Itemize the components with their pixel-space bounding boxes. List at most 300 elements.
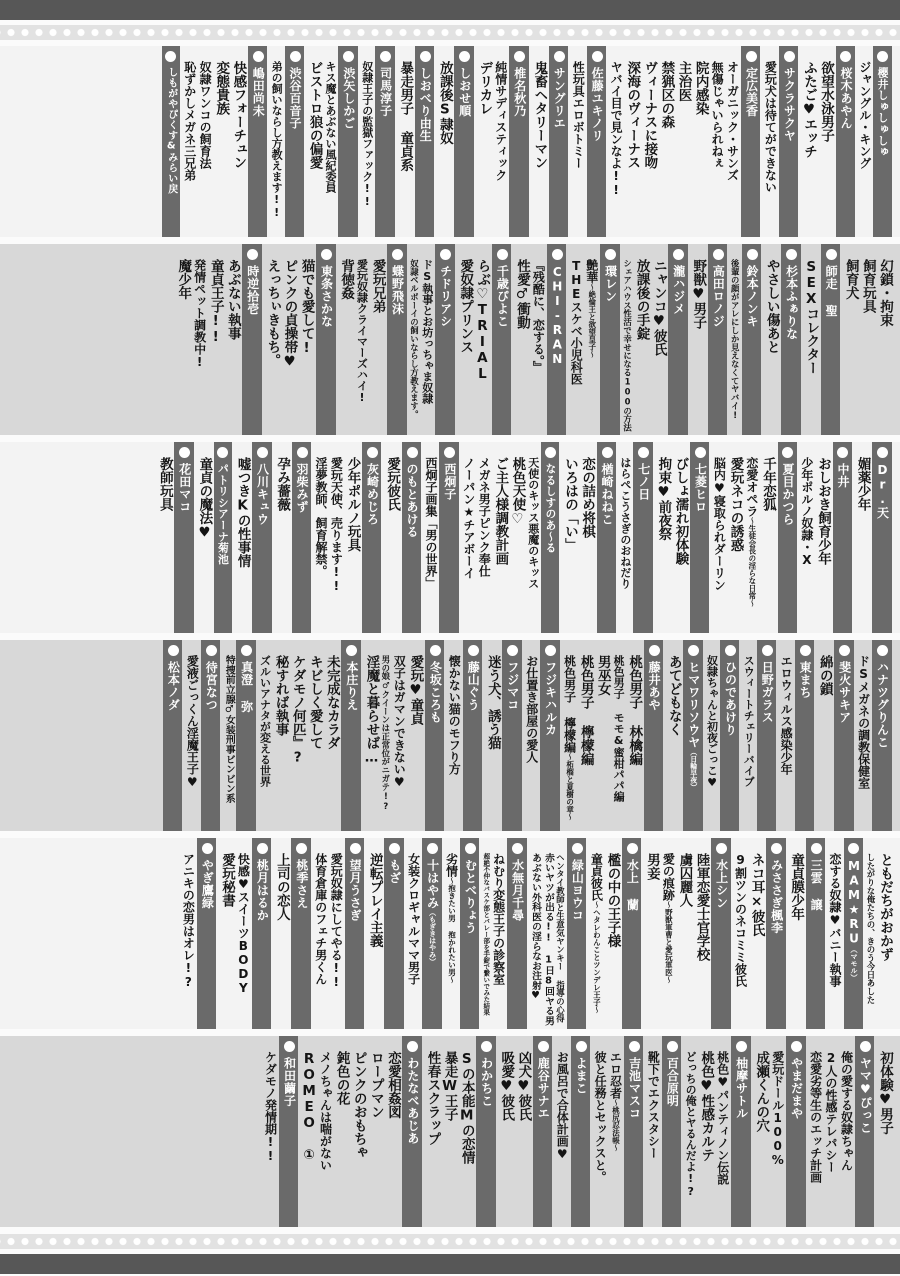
title-label — [324, 46, 336, 237]
author-label — [248, 46, 267, 237]
title-text: 特捜前立腺♂女装刑事ビンビン系 — [223, 655, 235, 804]
title-label — [384, 442, 399, 633]
title-label — [258, 640, 270, 831]
title-label — [715, 1036, 728, 1227]
author-label — [162, 46, 180, 237]
author-label — [683, 640, 702, 831]
title-label — [799, 442, 812, 633]
author-name-text: 楢崎ねねこ — [600, 463, 615, 526]
title-text: ロープマン — [367, 1051, 384, 1119]
title-text: 逆転プレイ主義 — [366, 853, 383, 948]
bullet-circle-icon — [514, 51, 525, 62]
author-label — [806, 838, 825, 1029]
title-text: 艶華 — [584, 259, 599, 283]
author-name-text: 西炯子 — [442, 463, 457, 501]
bullet-circle-icon — [784, 51, 795, 62]
title-text: メガネ男子ピンク奉仕 — [477, 457, 492, 577]
bullet-circle-icon — [538, 1041, 549, 1052]
title-text: 桃色男子 檸檬編 — [562, 655, 577, 753]
author-name-text: 椎名秋乃 — [512, 67, 527, 117]
title-text: 愛玩秘書 — [218, 853, 235, 907]
title-label — [274, 442, 289, 633]
title-text: 淫魔と暮らせば… — [363, 655, 380, 766]
title-label — [877, 838, 892, 1029]
author-label — [375, 46, 394, 237]
author-label — [547, 244, 566, 435]
title-text: 暴走男子 童貞系 — [397, 61, 414, 172]
title-label — [491, 838, 504, 1029]
title-label — [236, 838, 249, 1029]
title-text: 放課後S隷奴 — [436, 61, 453, 145]
author-label — [402, 1036, 421, 1227]
author-name-text: 冬坂ころも — [428, 661, 443, 724]
author-label — [291, 838, 310, 1029]
author-name-text: 八川キュウ — [255, 463, 270, 526]
title-label — [344, 442, 359, 633]
title-text: ニャンコ♥彼氏 — [650, 259, 667, 356]
title-text: どっちの俺とヤるんだよ!? — [684, 1051, 698, 1198]
title-text: 虜囚麗人 — [676, 853, 693, 907]
title-label — [474, 244, 489, 435]
bullet-circle-icon — [444, 447, 455, 458]
title-text: 桃色天使♡ — [509, 457, 526, 527]
author-label — [833, 442, 852, 633]
bullet-circle-icon — [649, 645, 660, 656]
title-text: 千年恋狐 — [760, 457, 777, 511]
title-label — [175, 244, 190, 435]
title-text: 懐かない猫のモフり方 — [447, 655, 462, 775]
title-label — [744, 442, 757, 633]
title-text: 猫でも愛して! — [298, 259, 315, 356]
author-name-text: 水上 蘭 — [625, 859, 640, 911]
author-name-text: 七ノ日 — [636, 463, 651, 501]
title-label — [196, 442, 211, 633]
author-label — [425, 640, 444, 831]
author-name-text: わたなべあじあ — [405, 1057, 420, 1145]
title-label — [626, 640, 641, 831]
title-label — [270, 46, 282, 237]
author-name-text: 水無月千尋 — [510, 859, 525, 922]
author-name-text: 吉池マスコ — [627, 1057, 642, 1120]
title-text: 孕み薔薇 — [274, 457, 291, 511]
title-label — [367, 838, 382, 1029]
title-text: ヴィーナスに接吻 — [641, 61, 658, 169]
title-text: 桃色男子 モモ&蜜柑パパ編 — [612, 655, 626, 802]
bullet-circle-icon — [440, 249, 451, 260]
index-row-5 — [0, 838, 900, 1029]
author-label — [624, 1036, 643, 1227]
title-text: びしょ濡れ初体験 — [672, 457, 689, 565]
title-text: 彼と任務とセックスと。 — [593, 1051, 608, 1183]
bullet-circle-icon — [638, 447, 649, 458]
author-label — [571, 1036, 590, 1227]
author-name-text: 高田ロノジ — [711, 265, 726, 328]
author-name-text: 千歳ぴよこ — [495, 265, 510, 328]
title-text: 2人の性感テレパシー — [824, 1051, 839, 1173]
author-label — [541, 442, 559, 633]
author-label — [387, 244, 406, 435]
bullet-circle-icon — [290, 51, 301, 62]
title-text: 変態貴族 — [213, 61, 230, 115]
title-subtext: 〜野獣軍曹と愛玩軍医〜 — [664, 901, 674, 984]
title-label — [493, 46, 506, 237]
title-text: 院内感染 — [692, 61, 709, 115]
title-text: 天使のキッス悪魔のキッス — [526, 457, 540, 589]
title-text: ヘンタイ教師と生意気ヤンキー 指導の心得 — [555, 853, 566, 1023]
author-label — [338, 46, 357, 237]
title-text: メノちゃんは喘がない — [318, 1051, 333, 1171]
author-label — [836, 46, 855, 237]
author-name-text: 羽柴みず — [295, 463, 310, 513]
title-text: ねむり変態王子の診察室 — [491, 853, 506, 985]
top-border-bar — [0, 0, 900, 20]
title-label — [420, 244, 432, 435]
author-label — [292, 442, 311, 633]
author-name-text: フジマコ — [505, 661, 520, 711]
title-label — [441, 1036, 456, 1227]
title-text: 愛玩ネコの誘惑 — [727, 457, 744, 552]
title-text: あてどもなく — [665, 655, 682, 736]
title-label — [457, 244, 472, 435]
bullet-circle-icon — [627, 843, 638, 854]
title-label — [182, 46, 195, 237]
author-name-text: ハナツグりんこ — [875, 661, 890, 749]
title-subtext: 〜ヘタレわんことツンデレ王子〜 — [592, 901, 602, 1014]
author-label — [567, 838, 586, 1029]
title-label — [514, 244, 529, 435]
bullet-circle-icon — [343, 51, 354, 62]
top-dotted-divider — [0, 25, 900, 40]
bullet-circle-icon — [747, 249, 758, 260]
author-label — [622, 838, 641, 1029]
title-label — [392, 640, 405, 831]
title-label — [313, 838, 326, 1029]
title-label — [698, 1036, 713, 1227]
title-label — [877, 1036, 892, 1227]
title-text: ピンクのおもちゃ — [350, 1051, 367, 1159]
author-name-text: 和田繭子 — [282, 1057, 297, 1107]
title-label — [198, 46, 211, 237]
title-label — [562, 442, 577, 633]
title-label — [753, 1036, 768, 1227]
bullet-circle-icon — [592, 51, 603, 62]
title-label — [634, 244, 649, 435]
author-label — [778, 442, 797, 633]
title-label — [301, 1036, 316, 1227]
author-label — [439, 442, 458, 633]
title-label — [368, 1036, 383, 1227]
title-label — [578, 640, 593, 831]
author-name-text: 夏目かつら — [780, 463, 795, 526]
title-text: 欲望水泳男子 — [818, 61, 835, 142]
title-label — [690, 244, 705, 435]
title-label — [307, 640, 322, 831]
title-text: 赤いヤツが出る!! 1日8回ヤる男 — [543, 853, 555, 1026]
title-text: 恋愛相姦図 — [384, 1051, 401, 1119]
bullet-circle-icon — [877, 645, 888, 656]
title-text: 性玩具エロボトミー — [571, 61, 586, 169]
title-text: 吸愛♥彼氏 — [498, 1051, 515, 1121]
title-label — [839, 1036, 852, 1227]
bullet-circle-icon — [877, 51, 888, 62]
author-name-text: 待宮なつ — [204, 661, 219, 711]
title-text: おしおき飼育少年 — [815, 457, 832, 565]
title-text: ROMEO ① — [301, 1051, 318, 1163]
title-text: 童貞の魔法♥ — [196, 457, 213, 541]
bullet-circle-icon — [860, 1041, 871, 1052]
title-text: 愛玩兄弟 — [369, 259, 386, 313]
bullet-circle-icon — [465, 843, 476, 854]
author-name-text: 瀧ハジメ — [671, 265, 686, 315]
title-label — [529, 838, 540, 1029]
author-name-text: よまこ — [574, 1057, 589, 1095]
bullet-circle-icon — [389, 843, 400, 854]
author-label — [644, 640, 663, 831]
title-label — [157, 442, 172, 633]
bullet-circle-icon — [736, 1041, 747, 1052]
author-label — [422, 838, 441, 1029]
title-text: 淫夢教師、飼育解禁。 — [313, 457, 328, 577]
index-row-4 — [0, 640, 900, 831]
title-subtext: 〜抱きたい男 抱かれたい男〜 — [447, 877, 457, 984]
title-text: 愛玩♥童貞 — [407, 655, 424, 725]
title-text: お風呂で合体計画♥ — [555, 1051, 570, 1161]
author-name-text: パトリシアーナ菊池 — [216, 463, 230, 565]
bullet-circle-icon — [497, 249, 508, 260]
bullet-circle-icon — [427, 843, 438, 854]
title-text: 媚薬少年 — [854, 457, 871, 511]
title-label — [760, 442, 775, 633]
bullet-circle-icon — [253, 51, 264, 62]
title-label — [363, 640, 378, 831]
author-label — [844, 838, 863, 1029]
title-text: 恋愛オペラ — [744, 457, 759, 517]
author-name-text: フジキハルカ — [543, 661, 558, 736]
title-text: お仕置き部屋の愛人 — [524, 655, 539, 763]
bullet-circle-icon — [241, 645, 252, 656]
title-text: 檻の中の王子様 — [604, 853, 621, 948]
title-text: 桃色男子 檸檬編 — [577, 655, 594, 766]
title-label — [619, 442, 631, 633]
title-label — [803, 244, 818, 435]
author-label — [476, 1036, 495, 1227]
author-label — [279, 1036, 298, 1227]
author-name-text: 嶋田尚未 — [251, 67, 266, 117]
bullet-circle-icon — [877, 447, 888, 458]
title-label — [290, 640, 305, 831]
bullet-circle-icon — [346, 645, 357, 656]
author-name-text: 中井 — [835, 463, 850, 488]
bullet-circle-icon — [202, 843, 213, 854]
title-text: 童貞膜少年 — [788, 853, 805, 921]
title-label — [856, 640, 869, 831]
author-label — [540, 640, 559, 831]
title-label — [579, 442, 594, 633]
title-label — [380, 640, 389, 831]
title-text: 恋愛劣等生のエッチ計画 — [808, 1051, 823, 1183]
title-label — [272, 640, 287, 831]
title-label — [485, 640, 500, 831]
title-label — [609, 46, 622, 237]
bullet-circle-icon — [217, 447, 228, 458]
bullet-circle-icon — [673, 249, 684, 260]
title-label — [531, 244, 544, 435]
title-text: ドSメガネの調教保健室 — [856, 655, 871, 789]
bullet-circle-icon — [468, 645, 479, 656]
author-label — [742, 244, 761, 435]
title-label — [515, 1036, 530, 1227]
title-label — [307, 46, 322, 237]
title-label — [531, 46, 546, 237]
author-name-text: しおべり由生 — [418, 67, 433, 142]
author-name-text: 真澄 弥 — [239, 661, 254, 713]
title-label — [526, 442, 538, 633]
title-text: やさしい傷あと — [763, 259, 780, 354]
author-label — [454, 46, 473, 237]
author-name-text: 杉本ふぁりな — [784, 265, 799, 340]
bullet-circle-icon — [545, 645, 556, 656]
author-label — [252, 442, 271, 633]
author-name-subtext: （マモル） — [849, 946, 858, 981]
title-label — [447, 640, 460, 831]
title-text: エロウィルス感染少年 — [779, 655, 794, 775]
title-label — [727, 442, 742, 633]
author-name-text: 鈴本ノンキ — [745, 265, 760, 328]
title-text: いろはの「い」 — [561, 457, 578, 552]
title-text: キス魔とあぶない風紀委員 — [323, 61, 337, 193]
title-label — [815, 442, 830, 633]
title-label — [655, 442, 670, 633]
title-text: 綿の鎖 — [816, 655, 833, 696]
title-text: 無傷じゃいられねぇ — [710, 61, 725, 169]
bullet-circle-icon — [826, 249, 837, 260]
title-text: 奴隷ちゃんと初夜ごっこ♥ — [705, 655, 719, 789]
title-subtext: 〜生徒会長の淫らな日常〜 — [747, 517, 757, 607]
title-text: 愛玩奴隷にしてやる!! — [329, 853, 344, 989]
author-label — [435, 244, 454, 435]
author-name-text: 桃月はるか — [255, 859, 270, 922]
bullet-circle-icon — [762, 645, 773, 656]
author-name-text: サングリエ — [552, 67, 567, 130]
title-label — [498, 1036, 513, 1227]
bullet-circle-icon — [839, 645, 850, 656]
author-label — [509, 46, 528, 237]
title-label — [406, 838, 419, 1029]
title-text: 背徳姦 — [338, 259, 355, 300]
title-label — [208, 244, 223, 435]
author-label — [834, 640, 853, 831]
author-name-text: サクラサクヤ — [782, 67, 797, 142]
title-label — [355, 244, 367, 435]
author-name-text: 望月うさぎ — [348, 859, 363, 922]
author-name-text: 櫻井しゅしゅしゅ — [876, 67, 890, 158]
author-name-text: 司馬淳子 — [378, 67, 393, 117]
author-label — [214, 442, 232, 633]
author-name-text: MAM★RU — [846, 859, 861, 946]
author-name-text: 柚摩サトル — [734, 1057, 749, 1120]
bullet-circle-icon — [746, 51, 757, 62]
title-label — [571, 46, 584, 237]
title-text: オーガニック・サンズ — [725, 61, 740, 181]
author-name-text: 緑山ヨウコ — [570, 859, 585, 922]
title-text: 9割ツンのネコミミ彼氏 — [733, 853, 748, 987]
title-label — [351, 1036, 366, 1227]
bullet-circle-icon — [430, 645, 441, 656]
bullet-circle-icon — [791, 1041, 802, 1052]
title-label — [264, 244, 279, 435]
bullet-circle-icon — [695, 447, 706, 458]
title-label — [666, 640, 681, 831]
author-name-text: ひのであけり — [723, 661, 738, 736]
bullet-circle-icon — [179, 447, 190, 458]
title-label — [492, 442, 507, 633]
author-name-text: わかちこ — [479, 1057, 494, 1107]
title-label — [555, 838, 564, 1029]
bullet-circle-icon — [168, 645, 179, 656]
title-label — [444, 838, 457, 1029]
title-text: 迷う犬、誘う猫 — [484, 655, 501, 750]
author-name-text: 松本ノダ — [166, 661, 181, 711]
title-label — [730, 244, 739, 435]
title-text: 俺の愛する奴隷ちゃん — [839, 1051, 854, 1171]
index-row-2 — [0, 244, 900, 435]
bullet-circle-icon — [297, 447, 308, 458]
author-name-text: Dr.天 — [875, 463, 890, 519]
author-name-text: むとべりょう — [463, 859, 478, 934]
title-label — [230, 46, 245, 237]
title-label — [860, 244, 875, 435]
title-text: アニキの恋男はオレ!? — [181, 853, 196, 989]
author-label — [460, 838, 479, 1029]
title-text: ドS執事とお坊っちゃま奴隷 — [420, 259, 434, 404]
title-text: 童貞王子!! — [207, 259, 224, 345]
bullet-circle-icon — [786, 249, 797, 260]
title-label — [817, 640, 832, 831]
bottom-border-bar — [0, 1254, 900, 1274]
title-text: 野獣♥男子 — [690, 259, 707, 329]
author-name-text: 渋矢しかご — [341, 67, 356, 130]
title-text: 鬼畜ヘタリーマン — [531, 61, 548, 169]
bullet-circle-icon — [688, 645, 699, 656]
title-label — [185, 640, 198, 831]
title-label — [476, 46, 491, 237]
title-label — [369, 244, 384, 435]
title-text: 主治医 — [675, 61, 692, 102]
title-label — [329, 838, 342, 1029]
title-label — [801, 46, 816, 237]
title-text: 暴走W王子 — [441, 1051, 458, 1121]
title-label — [865, 838, 874, 1029]
title-label — [828, 838, 841, 1029]
title-label — [562, 640, 575, 831]
title-text: SEXコレクター — [803, 259, 820, 375]
bullet-circle-icon — [284, 1041, 295, 1052]
bullet-circle-icon — [782, 447, 793, 458]
title-text: 男の娘♂クイーンは正常位がニガテ!? — [380, 655, 391, 811]
title-text: 恋の詰め将棋 — [579, 457, 596, 538]
bullet-circle-icon — [725, 645, 736, 656]
author-label — [415, 46, 434, 237]
title-text: 男巫女 — [594, 655, 611, 696]
author-name-text: 三雲 譲 — [809, 859, 824, 911]
title-text: 恥ずかしメガネ三兄弟 — [182, 61, 197, 181]
title-text: 愛玩犬は待てができない — [763, 61, 778, 193]
title-label — [641, 46, 656, 237]
index-row-6 — [0, 1036, 900, 1227]
bullet-circle-icon — [552, 249, 563, 260]
author-label — [492, 244, 511, 435]
title-text: 魔少年 — [175, 259, 192, 300]
